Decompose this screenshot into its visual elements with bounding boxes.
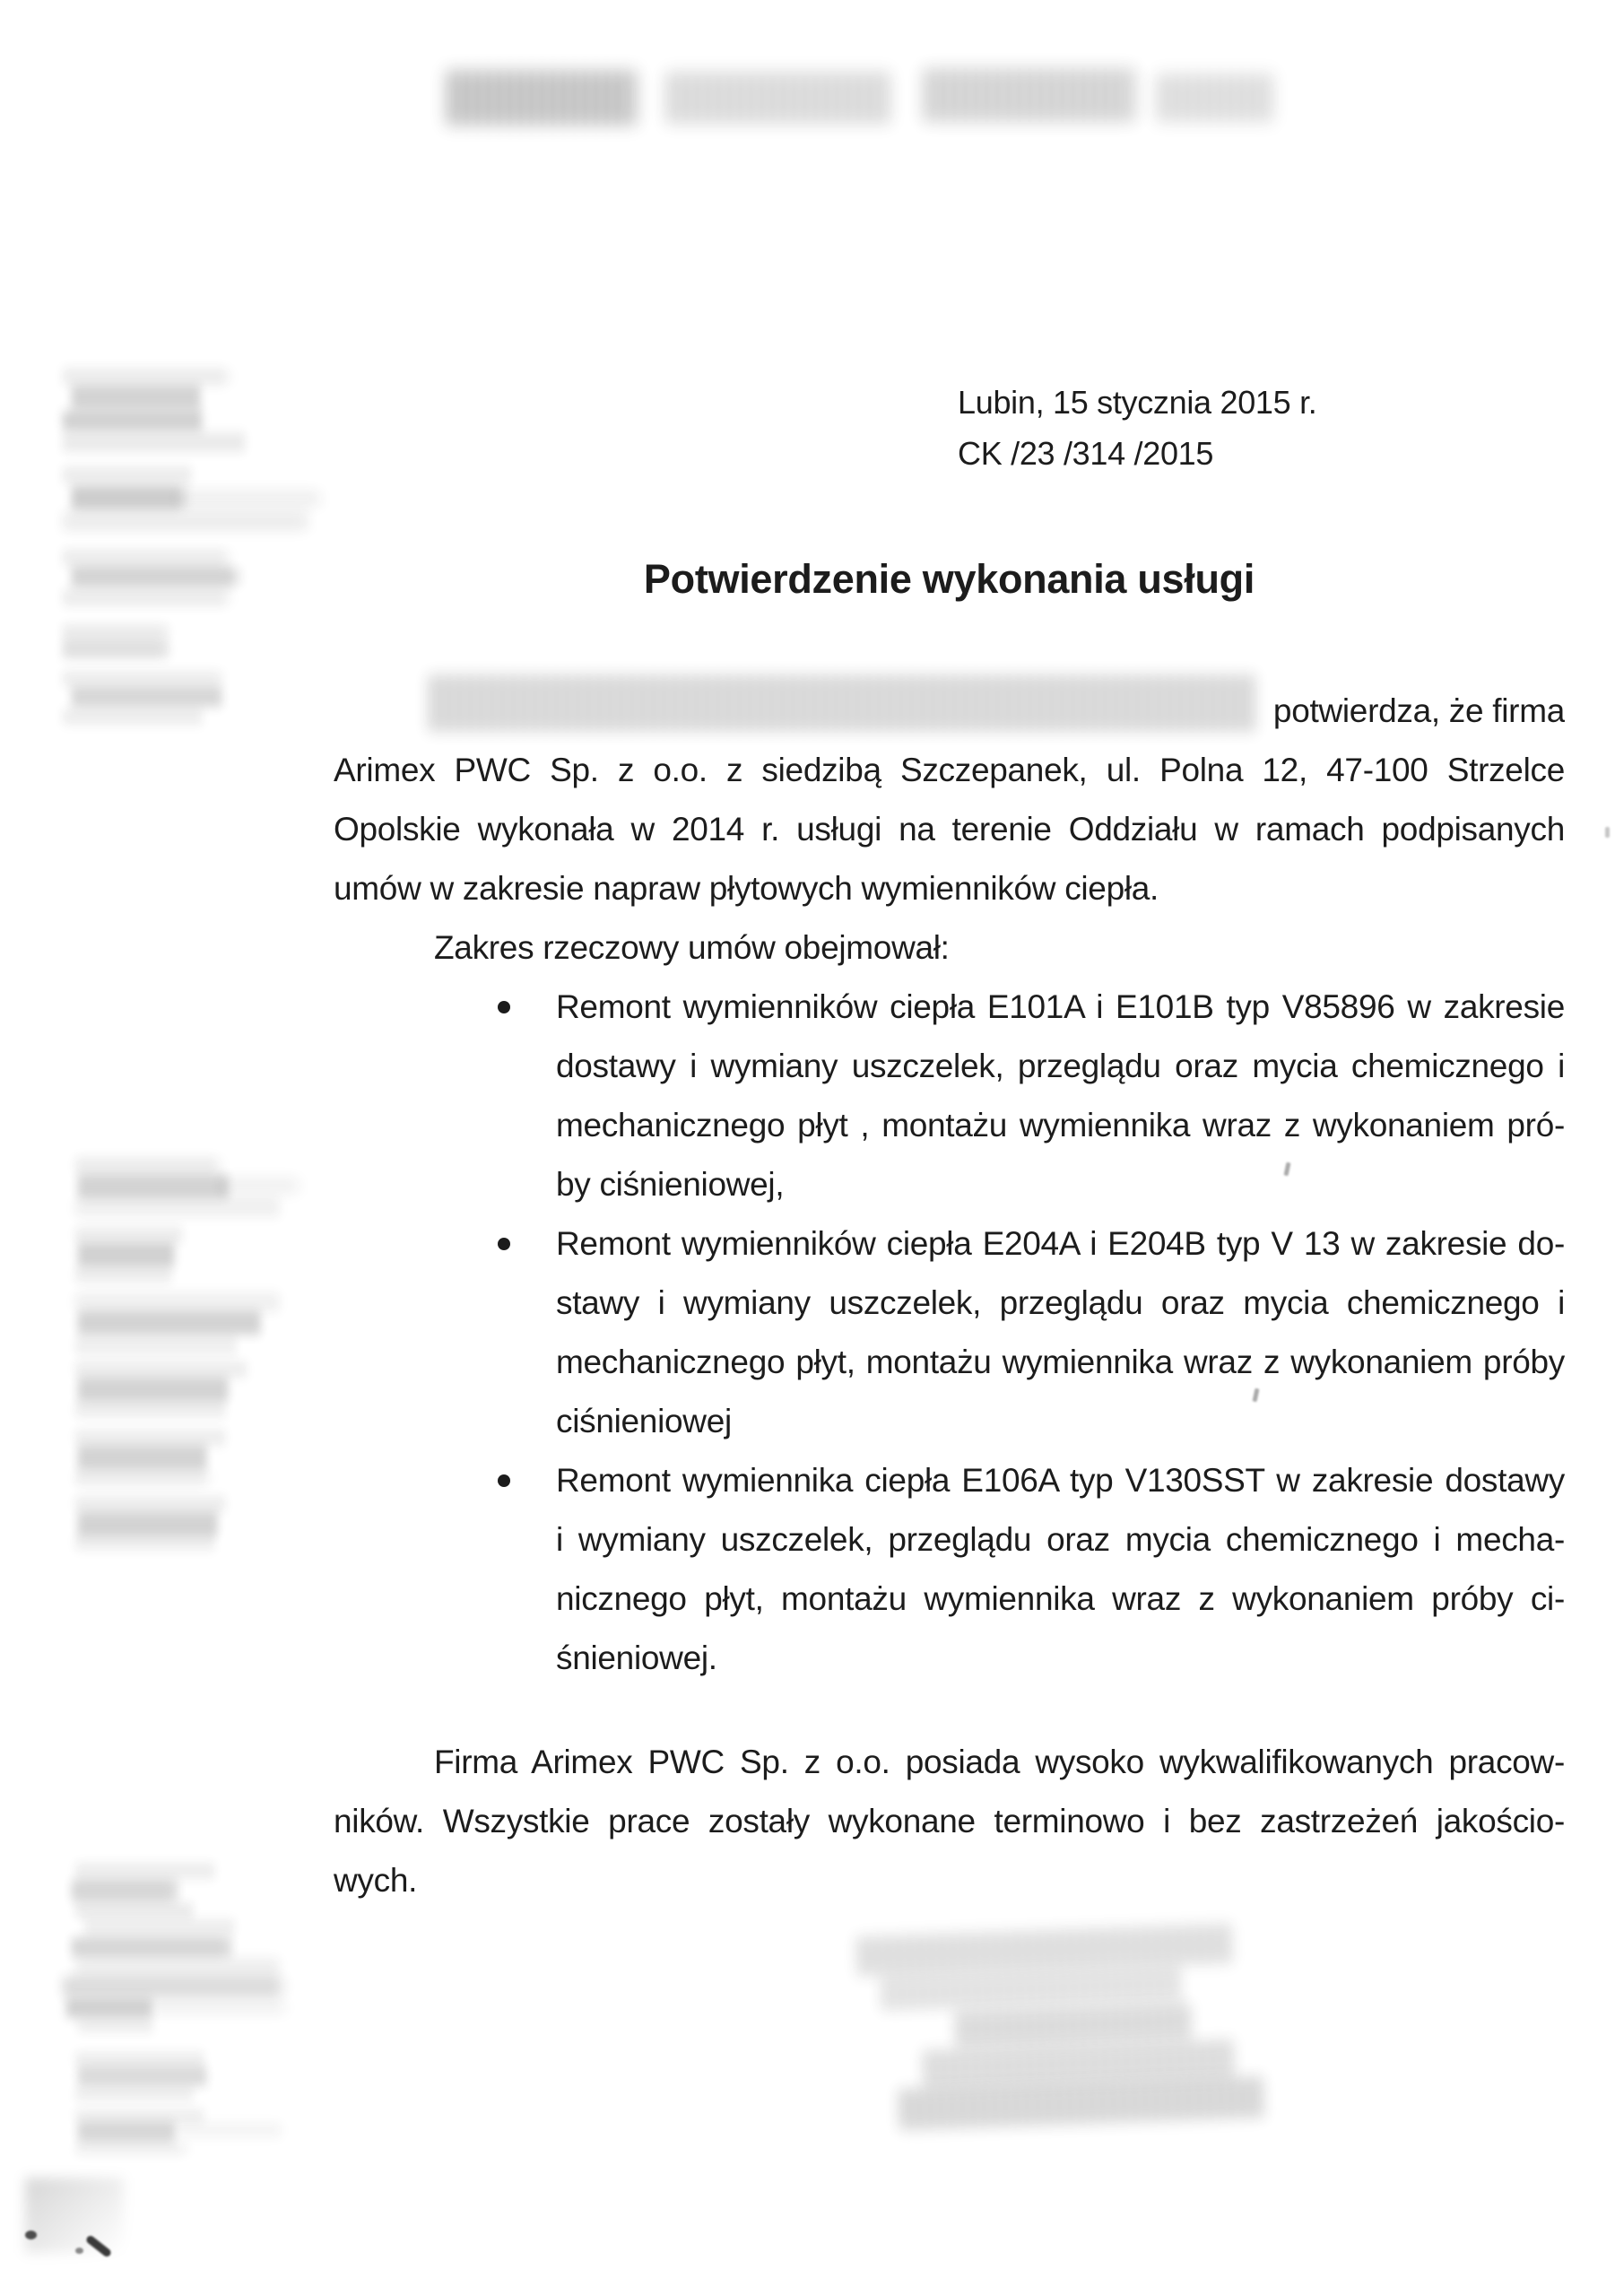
intro-line-3: Opolskie wykonała w 2014 r. usługi na terenie Oddziału w ramach podpisanych	[334, 811, 1565, 848]
intro-line-4: umów w zakresie napraw płytowych wymienników ciepła.	[334, 870, 1159, 907]
text-line: by ciśnieniowej,	[556, 1166, 785, 1203]
redacted-margin-note-2	[81, 1243, 172, 1266]
redacted-margin-note-3	[81, 2020, 154, 2032]
redacted-margin-note-3	[81, 2122, 178, 2142]
redacted-letterhead	[1159, 74, 1273, 122]
text-line: mechanicznego płyt , montażu wymiennika wraz z wykonaniem pró-	[556, 1107, 1565, 1144]
bullet-item-3	[334, 1451, 1565, 1688]
redacted-margin-note-1	[65, 549, 229, 567]
redacted-signature-stamp	[957, 2004, 1189, 2048]
redacted-margin-note-3	[78, 2052, 205, 2066]
text-line: Remont wymienników ciepła E204A i E204B typ V 13 w zakresie do-	[556, 1225, 1565, 1262]
pen-dot-mark	[75, 2248, 83, 2254]
text-line: Firma Arimex PWC Sp. z o.o. posiada wysoko wykwalifikowanych pracow-	[434, 1744, 1565, 1780]
redacted-margin-note-2	[78, 1157, 220, 1175]
redacted-margin-note-2	[81, 1175, 226, 1198]
place-date: Lubin, 15 stycznia 2015 r.	[958, 384, 1317, 421]
redacted-margin-note-2	[78, 1496, 227, 1512]
text-line: wych.	[334, 1862, 418, 1899]
redacted-margin-note-3	[74, 1937, 229, 1957]
closing-paragraph	[334, 1733, 1565, 1910]
redacted-margin-note-1	[65, 368, 229, 386]
redacted-margin-note-1	[65, 588, 229, 606]
redacted-margin-note-1	[65, 671, 220, 687]
redacted-margin-note-3	[155, 2000, 286, 2014]
intro-line-2: Arimex PWC Sp. z o.o. z siedzibą Szczepanek, ul. Polna 12, 47-100 Strzelce	[334, 752, 1565, 788]
redacted-signature-stamp	[882, 1966, 1184, 2011]
redacted-margin-note-2	[78, 1361, 245, 1378]
redacted-margin-note-2	[78, 1293, 281, 1311]
redacted-margin-note-3	[78, 2088, 196, 2100]
reference-number: CK /23 /314 /2015	[958, 435, 1214, 472]
text-line: ciśnieniowej	[556, 1403, 732, 1439]
redacted-letterhead	[448, 70, 635, 126]
redacted-margin-note-3	[78, 2109, 205, 2122]
redacted-signature-stamp	[900, 2076, 1264, 2130]
redacted-margin-note-3	[87, 1919, 232, 1935]
redacted-margin-note-2	[81, 1378, 226, 1401]
date-reference-block	[958, 377, 1316, 479]
redacted-letterhead	[668, 72, 892, 124]
page-corner-smudge	[25, 2178, 124, 2253]
redacted-signature-stamp	[925, 2039, 1235, 2088]
redacted-margin-note-1	[65, 511, 306, 531]
scan-speck	[1605, 827, 1610, 838]
redacted-margin-note-3	[78, 2144, 187, 2154]
text-line: Remont wymienników ciepła E101A i E101B typ V85896 w zakresie	[556, 988, 1565, 1025]
redacted-margin-note-2	[81, 1512, 217, 1535]
text-line: i wymiany uszczelek, przeglądu oraz mycia chemicznego i mecha-	[556, 1521, 1565, 1558]
redacted-margin-note-2	[81, 1311, 262, 1335]
text-line: stawy i wymiany uszczelek, przeglądu oraz mycia chemicznego i	[556, 1284, 1565, 1321]
intro-line-confirm: potwierdza, że firma	[1272, 692, 1565, 729]
redacted-margin-note-1	[65, 432, 247, 452]
text-line: dostawy i wymiany uszczelek, przeglądu oraz mycia chemicznego i	[556, 1048, 1565, 1084]
redacted-margin-note-1	[74, 687, 220, 707]
redacted-margin-note-3	[78, 1863, 213, 1879]
redacted-margin-note-3	[78, 1903, 195, 1918]
document-body	[334, 682, 1565, 1910]
scope-heading: Zakres rzeczowy umów obejmował:	[434, 929, 950, 966]
redacted-margin-note-2	[78, 1336, 236, 1354]
redacted-margin-note-2	[78, 1227, 182, 1243]
redacted-margin-note-1	[65, 709, 202, 725]
redacted-margin-note-2	[78, 1469, 209, 1485]
redacted-margin-note-1	[65, 411, 202, 430]
redacted-margin-note-3	[74, 1880, 175, 1901]
pen-dot-mark	[25, 2231, 37, 2239]
redacted-signature-stamp	[858, 1924, 1234, 1977]
text-line: śnieniowej.	[556, 1639, 717, 1676]
redacted-margin-note-2	[78, 1430, 227, 1446]
text-line: nicznego płyt, montażu wymiennika wraz z wykonaniem próby ci-	[556, 1580, 1565, 1617]
redacted-margin-note-3	[65, 1977, 282, 1996]
redacted-margin-note-3	[69, 1998, 155, 2018]
redacted-margin-note-2	[78, 1266, 173, 1283]
redacted-margin-note-1	[65, 640, 166, 658]
redacted-margin-note-1	[74, 386, 202, 409]
redacted-letterhead	[925, 68, 1133, 122]
redacted-margin-note-2	[78, 1198, 281, 1216]
redacted-margin-note-2	[222, 1177, 300, 1195]
redacted-margin-note-1	[65, 624, 166, 640]
text-line: Remont wymiennika ciepła E106A typ V130SST w zakresie dostawy	[556, 1462, 1565, 1499]
bullet-item-2	[334, 1214, 1565, 1451]
redacted-margin-note-1	[65, 466, 193, 484]
redacted-margin-note-1	[74, 567, 238, 587]
redacted-margin-note-3	[81, 2066, 204, 2086]
redacted-margin-note-3	[177, 2124, 282, 2136]
redacted-margin-note-2	[78, 1534, 218, 1550]
redacted-margin-note-1	[179, 490, 321, 508]
redacted-margin-note-3	[78, 1959, 277, 1975]
text-line: ników. Wszystkie prace zostały wykonane terminowo i bez zastrzeżeń jakościo-	[334, 1803, 1565, 1839]
redacted-margin-note-2	[78, 1401, 227, 1417]
text-line: mechanicznego płyt, montażu wymiennika wraz z wykonaniem próby	[556, 1344, 1565, 1380]
redacted-margin-note-1	[74, 486, 184, 509]
redacted-margin-note-2	[81, 1446, 208, 1469]
bullet-item-1	[334, 978, 1565, 1214]
document-title: Potwierdzenie wykonania usługi	[643, 556, 1255, 602]
